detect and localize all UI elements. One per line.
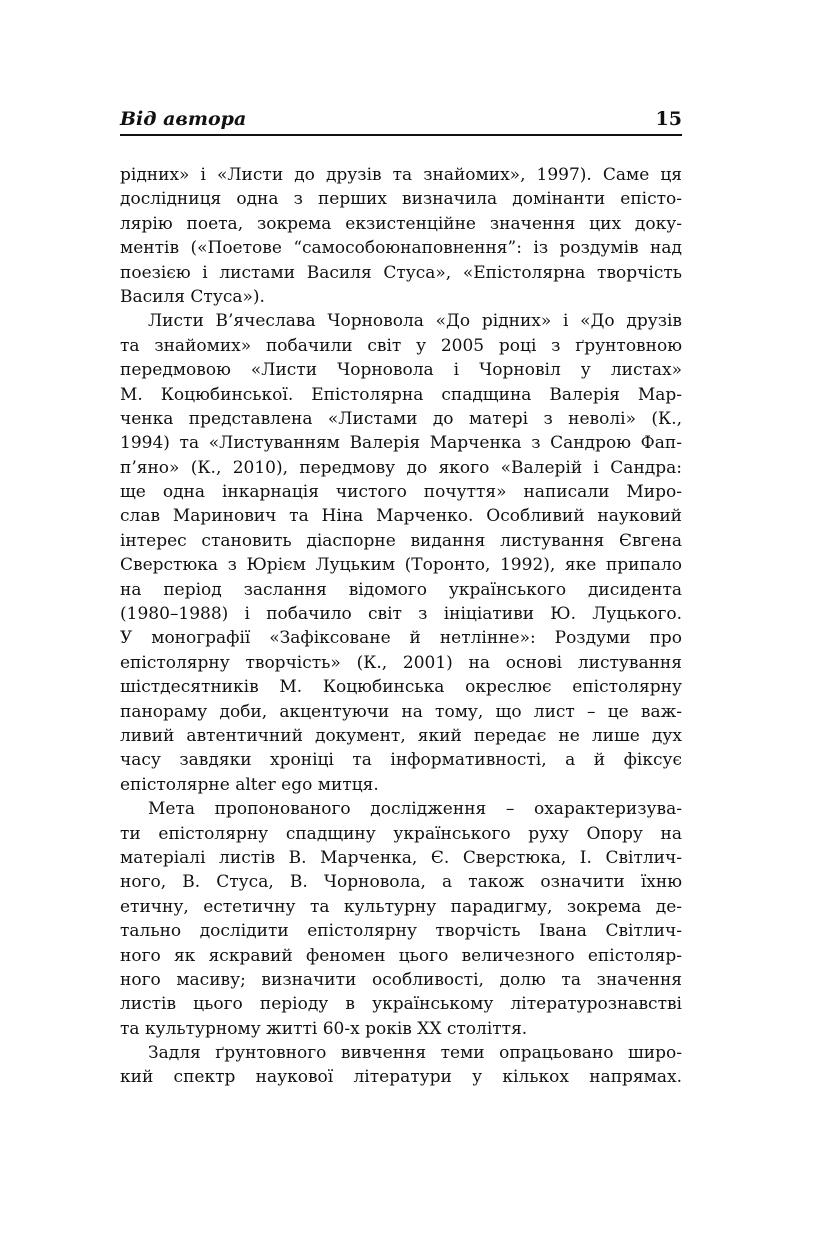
text-line: (1980–1988) і побачило світ з ініціативи Ю. Луцького. (120, 604, 682, 625)
text-line: ного масиву; визначити особливості, долю та значення (120, 969, 682, 990)
text-line: та знайомих» побачили світ у 2005 році з ґрунтовною (120, 335, 682, 356)
text-line: часу завдяки хроніці та інформативності, а й фіксує (120, 750, 682, 771)
text-line: панораму доби, акцентуючи на тому, що лист – це важ- (120, 701, 682, 722)
text-line: передмовою «Листи Чорновола і Чорновіл у листах» (120, 360, 682, 381)
page-number: 15 (655, 108, 682, 130)
text-line: У монографії «Зафіксоване й нетлінне»: Роздуми про (120, 628, 682, 649)
text-line: епістолярну творчість» (К., 2001) на основі листування (120, 652, 682, 673)
text-line: М. Коцюбинської. Епістолярна спадщина Валерія Мар- (120, 384, 682, 405)
text-line: рідних» і «Листи до друзів та знайомих», 1997). Саме ця (120, 165, 682, 185)
text-line: шістдесятників М. Коцюбинська окреслює епістолярну (120, 677, 682, 698)
text-line: Листи В’ячеслава Чорновола «До рідних» і «До друзів (148, 311, 682, 332)
text-line: Сверстюка з Юрієм Луцьким (Торонто, 1992), яке припало (120, 555, 682, 576)
text-line: слав Маринович та Ніна Марченко. Особливий науковий (120, 506, 682, 527)
text-line: 1994) та «Листуванням Валерія Марченка з Сандрою Фап- (120, 433, 682, 454)
text-line: кий спектр наукової літератури у кількох напрямах. (120, 1067, 682, 1088)
text-line: ментів («Поетове “самособоюнаповнення”: із роздумів над (120, 238, 682, 259)
text-line: етичну, естетичну та культурну парадигму, зокрема де- (120, 896, 682, 917)
body-text (120, 163, 682, 1090)
text-line: поезією і листами Василя Стуса», «Епістолярна творчість (120, 262, 682, 283)
text-line: епістолярне alter ego митця. (120, 774, 379, 795)
text-line: ченка представлена «Листами до матері з неволі» (К., (120, 408, 682, 429)
text-line: листів цього періоду в українському літературознавстві (120, 994, 682, 1015)
text-line: Мета пропонованого дослідження – охарактеризува- (148, 799, 682, 820)
text-line: дослідниця одна з перших визначила домінанти епісто- (120, 189, 682, 210)
text-line: Задля ґрунтовного вивчення теми опрацьовано широ- (148, 1043, 682, 1064)
text-line: п’яно» (К., 2010), передмову до якого «Валерій і Сандра: (120, 457, 682, 478)
text-line: Василя Стуса»). (120, 286, 265, 307)
text-line: ти епістолярну спадщину українського руху Опору на (120, 823, 682, 844)
text-line: ще одна інкарнація чистого почуття» написали Миро- (120, 482, 682, 503)
text-line: та культурному житті 60-х років ХХ століття. (120, 1018, 528, 1039)
text-line: матеріалі листів В. Марченка, Є. Сверстюка, І. Світлич- (120, 847, 682, 868)
text-line: ного як яскравий феномен цього величезного епістоляр- (120, 945, 682, 966)
text-line: ливий автентичний документ, який передає не лише дух (120, 725, 682, 746)
running-header (120, 104, 682, 136)
running-header-title: Від автора (120, 108, 247, 130)
text-line: інтерес становить діаспорне видання листування Євгена (120, 530, 682, 551)
text-line: ного, В. Стуса, В. Чорновола, а також означити їхню (120, 872, 682, 893)
text-line: на період заслання відомого українського дисидента (120, 579, 682, 600)
text-line: лярію поета, зокрема екзистенційне значення цих доку- (120, 213, 682, 234)
text-line: тально дослідити епістолярну творчість Івана Світлич- (120, 921, 682, 942)
